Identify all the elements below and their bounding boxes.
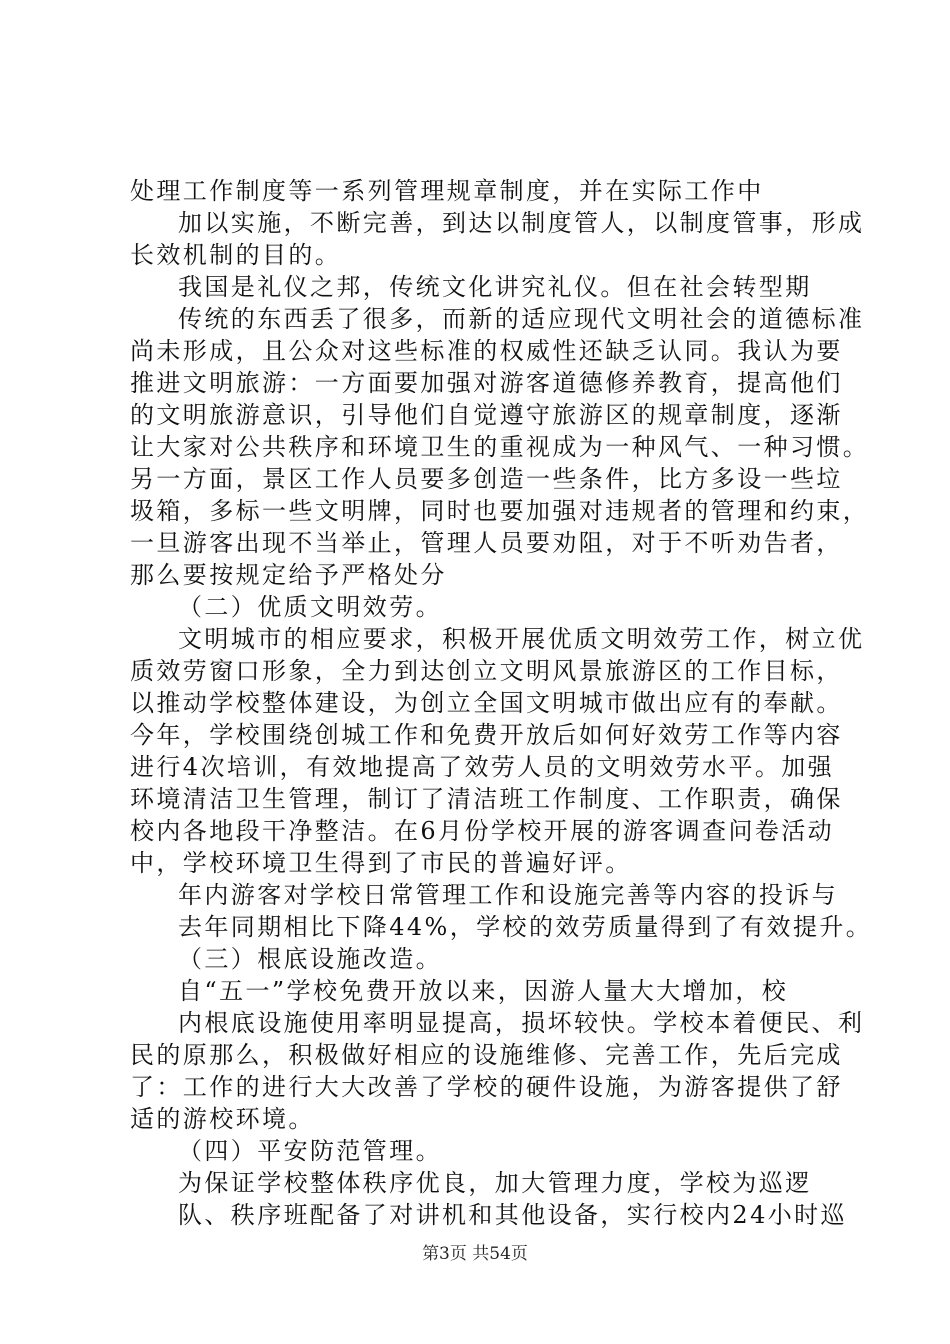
text-line: 年内游客对学校日常管理工作和设施完善等内容的投诉与 — [178, 881, 838, 909]
text-line: 校内各地段干净整洁。在6月份学校开展的游客调查问卷活动 — [130, 817, 835, 845]
text-line: 加以实施，不断完善，到达以制度管人，以制度管事，形成 — [178, 209, 865, 237]
text-line: 圾箱，多标一些文明牌，同时也要加强对违规者的管理和约束， — [130, 497, 870, 525]
text-line: 传统的东西丢了很多，而新的适应现代文明社会的道德标准 — [178, 305, 865, 333]
text-line: 推进文明旅游：一方面要加强对游客道德修养教育，提高他们 — [130, 369, 843, 397]
text-line: 队、秩序班配备了对讲机和其他设备，实行校内24小时巡 — [178, 1201, 847, 1229]
text-line: 让大家对公共秩序和环境卫生的重视成为一种风气、一种习惯。 — [130, 433, 870, 461]
text-line: 中，学校环境卫生得到了市民的普遍好评。 — [130, 849, 632, 877]
text-line: 另一方面，景区工作人员要多创造一些条件，比方多设一些垃 — [130, 465, 843, 493]
text-line: 内根底设施使用率明显提高，损坏较快。学校本着便民、利 — [178, 1009, 865, 1037]
text-line: 尚未形成，且公众对这些标准的权威性还缺乏认同。我认为要 — [130, 337, 843, 365]
text-line: 适的游校环境。 — [130, 1105, 315, 1133]
section-heading: （二）优质文明效劳。 — [178, 593, 442, 621]
text-line: 民的原那么，积极做好相应的设施维修、完善工作，先后完成 — [130, 1041, 843, 1069]
text-line: 今年，学校围绕创城工作和免费开放后如何好效劳工作等内容 — [130, 721, 843, 749]
text-line: 一旦游客出现不当举止，管理人员要劝阻，对于不听劝告者， — [130, 529, 843, 557]
section-heading: （三）根底设施改造。 — [178, 945, 442, 973]
text-line: 为保证学校整体秩序优良，加大管理力度，学校为巡逻 — [178, 1169, 812, 1197]
text-line: 以推动学校整体建设，为创立全国文明城市做出应有的奉献。 — [130, 689, 843, 717]
text-line: 我国是礼仪之邦，传统文化讲究礼仪。但在社会转型期 — [178, 273, 812, 301]
text-line: 了：工作的进行大大改善了学校的硬件设施，为游客提供了舒 — [130, 1073, 843, 1101]
section-heading: （四）平安防范管理。 — [178, 1137, 442, 1165]
text-line: 那么要按规定给予严格处分 — [130, 561, 447, 589]
text-line: 的文明旅游意识，引导他们自觉遵守旅游区的规章制度，逐渐 — [130, 401, 843, 429]
text-line: 去年同期相比下降44%，学校的效劳质量得到了有效提升。 — [178, 913, 873, 941]
text-line: 质效劳窗口形象，全力到达创立文明风景旅游区的工作目标， — [130, 657, 843, 685]
text-line: 环境清洁卫生管理，制订了清洁班工作制度、工作职责，确保 — [130, 785, 843, 813]
text-line: 文明城市的相应要求，积极开展优质文明效劳工作，树立优 — [178, 625, 865, 653]
text-line: 处理工作制度等一系列管理规章制度，并在实际工作中 — [130, 177, 764, 205]
page-number: 第3页 共54页 — [422, 1244, 528, 1264]
text-line: 自“五一”学校免费开放以来，因游人量大大增加，校 — [178, 977, 789, 1005]
text-line: 进行4次培训，有效地提高了效劳人员的文明效劳水平。加强 — [130, 753, 835, 781]
text-line: 长效机制的目的。 — [130, 241, 342, 269]
